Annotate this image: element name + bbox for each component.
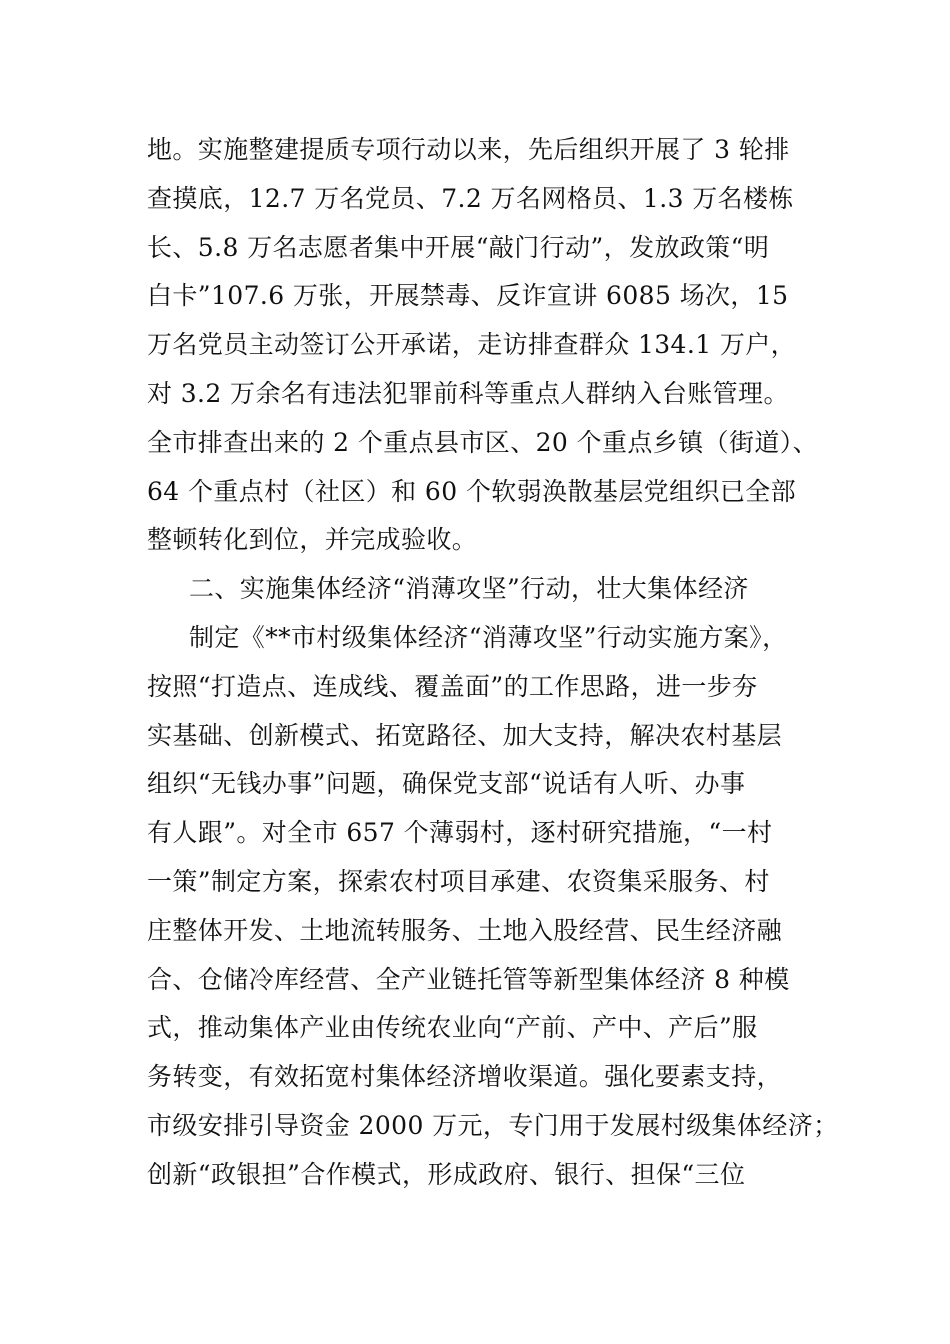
text-line-19: 式，推动集体产业由传统农业向“产前、产中、产后”服 bbox=[147, 1013, 758, 1043]
body-text bbox=[147, 126, 837, 1200]
text-line-9: 整顿转化到位，并完成验收。 bbox=[147, 525, 478, 555]
text-line-7: 全市排查出来的 2 个重点县市区、20 个重点乡镇（街道）、 bbox=[147, 427, 819, 457]
section-heading: 二、实施集体经济“消薄攻坚”行动，壮大集体经济 bbox=[189, 574, 749, 604]
text-line-1: 地。实施整建提质专项行动以来，先后组织开展了 3 轮排 bbox=[147, 135, 790, 164]
text-line-21: 市级安排引导资金 2000 万元，专门用于发展村级集体经济； bbox=[147, 1110, 839, 1140]
text-line-2: 查摸底，12.7 万名党员、7.2 万名网格员、1.3 万名楼栋 bbox=[147, 183, 794, 213]
text-line-13: 实基础、创新模式、拓宽路径、加大支持，解决农村基层 bbox=[147, 720, 783, 750]
text-line-15: 有人跟”。对全市 657 个薄弱村，逐村研究措施，“一村 bbox=[147, 818, 773, 848]
text-line-17: 庄整体开发、土地流转服务、土地入股经营、民生经济融 bbox=[147, 915, 783, 945]
text-line-18: 合、仓储冷库经营、全产业链托管等新型集体经济 8 种模 bbox=[147, 964, 790, 994]
text-line-8: 64 个重点村（社区）和 60 个软弱涣散基层党组织已全部 bbox=[147, 476, 797, 506]
text-line-3: 长、5.8 万名志愿者集中开展“敲门行动”，发放政策“明 bbox=[147, 232, 770, 262]
text-line-16: 一策”制定方案，探索农村项目承建、农资集采服务、村 bbox=[147, 866, 770, 896]
text-line-14: 组织“无钱办事”问题，确保党支部“说话有人听、办事 bbox=[147, 769, 746, 799]
text-line-20: 务转变，有效拓宽村集体经济增收渠道。强化要素支持， bbox=[147, 1062, 783, 1092]
paragraph-start-line: 制定《**市村级集体经济“消薄攻坚”行动实施方案》， bbox=[189, 622, 788, 652]
text-line-5: 万名党员主动签订公开承诺，走访排查群众 134.1 万户， bbox=[147, 330, 797, 360]
text-line-12: 按照“打造点、连成线、覆盖面”的工作思路，进一步夯 bbox=[147, 671, 758, 701]
text-line-22: 创新“政银担”合作模式，形成政府、银行、担保“三位 bbox=[147, 1159, 746, 1189]
text-line-4: 白卡”107.6 万张，开展禁毒、反诈宣讲 6085 场次，15 bbox=[147, 281, 789, 311]
text-line-6: 对 3.2 万余名有违法犯罪前科等重点人群纳入台账管理。 bbox=[147, 378, 789, 408]
